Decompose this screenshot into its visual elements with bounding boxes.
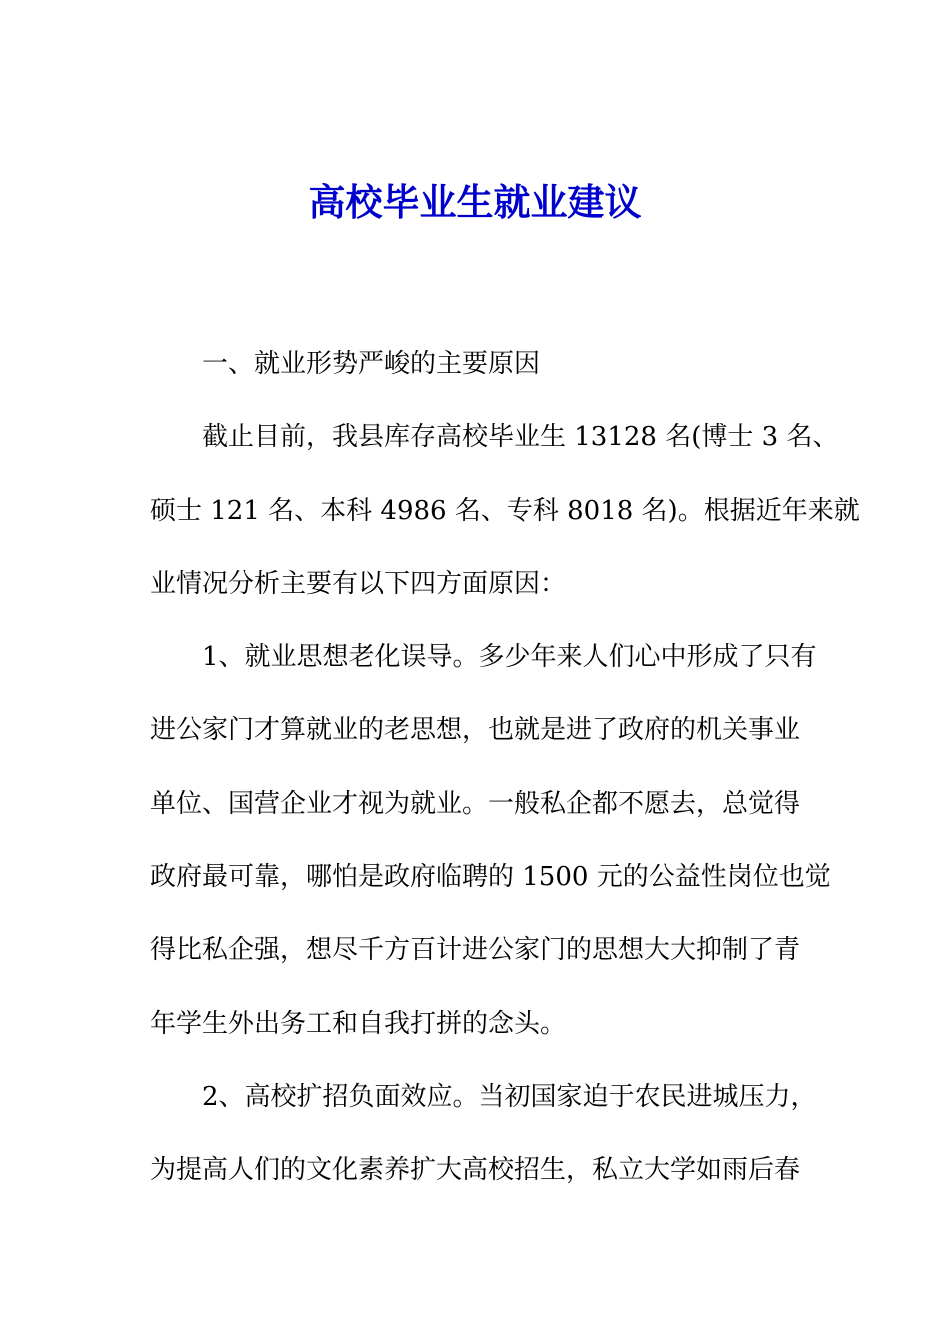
paragraph-line: 得比私企强，想尽千方百计进公家门的思想大大抑制了青 (150, 935, 801, 966)
paragraph-line: 为提高人们的文化素养扩大高校招生，私立大学如雨后春 (150, 1155, 801, 1186)
paragraph-line: 业情况分析主要有以下四方面原因： (150, 568, 567, 599)
paragraph-line: 2、高校扩招负面效应。当初国家迫于农民进城压力， (202, 1081, 817, 1112)
paragraph-line: 政府最可靠，哪怕是政府临聘的 1500 元的公益性岗位也觉 (150, 862, 831, 893)
paragraph-line: 单位、国营企业才视为就业。一般私企都不愿去，总觉得 (150, 788, 801, 819)
paragraph-line: 年学生外出务工和自我打拼的念头。 (150, 1008, 567, 1039)
paragraph-line: 进公家门才算就业的老思想，也就是进了政府的机关事业 (150, 715, 801, 746)
paragraph-line: 硕士 121 名、本科 4986 名、专科 8018 名)。根据近年来就 (150, 495, 860, 526)
document-title: 高校毕业生就业建议 (308, 180, 642, 224)
paragraph-line: 截止目前，我县库存高校毕业生 13128 名(博士 3 名、 (202, 422, 839, 453)
paragraph-line: 一、就业形势严峻的主要原因 (202, 349, 541, 379)
document-body (150, 328, 860, 1208)
paragraph-line: 1、就业思想老化误导。多少年来人们心中形成了只有 (202, 642, 817, 673)
